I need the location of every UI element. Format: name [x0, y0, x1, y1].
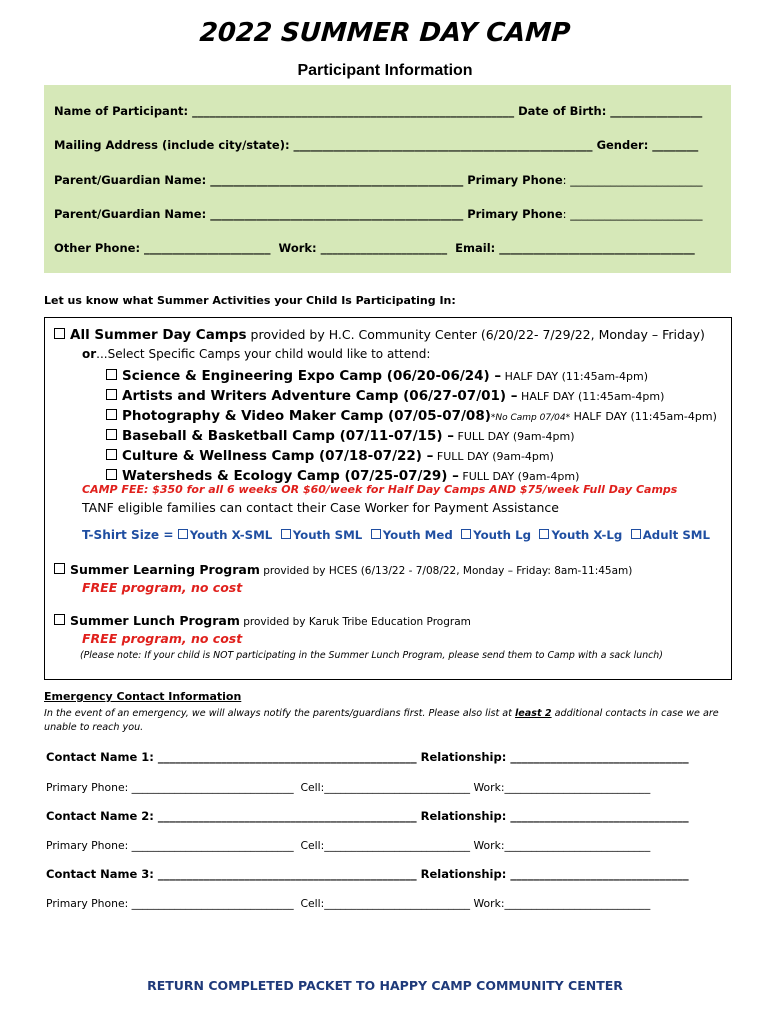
guardian-2-phone-label: Primary Phone	[463, 207, 563, 221]
camp-row[interactable]	[106, 425, 575, 444]
checkbox[interactable]	[631, 529, 641, 539]
tshirt-option[interactable]	[461, 528, 531, 542]
summer-lunch-label: Summer Lunch Program	[70, 613, 240, 628]
checkbox[interactable]	[539, 529, 549, 539]
camp-note: *No Camp 07/04*	[490, 413, 571, 423]
camp-detail: HALF DAY (11:45am-4pm)	[570, 410, 717, 423]
camp-name: Artists and Writers Adventure Camp (06/27-07/01) –	[122, 388, 518, 404]
participant-name-field[interactable]: Name of Participant: ________________________________________________________	[54, 104, 515, 118]
contact-3-phone-row[interactable]: Primary Phone: ______________________________ Cell:___________________________ Work:___________________________	[46, 897, 651, 910]
gender-field[interactable]: Gender: ________	[592, 138, 699, 152]
other-contact-row[interactable]: Other Phone: ______________________ Work: ______________________ Email: __________________________________	[54, 241, 695, 255]
camp-row[interactable]	[106, 385, 664, 404]
checkbox[interactable]	[281, 529, 291, 539]
camp-name: Science & Engineering Expo Camp (06/20-06/24) –	[122, 368, 502, 384]
tshirt-option-label: Youth SML	[292, 528, 363, 542]
select-camps-label: ...Select Specific Camps your child would like to attend:	[96, 347, 431, 361]
tshirt-option[interactable]	[631, 528, 710, 542]
checkbox[interactable]	[54, 563, 65, 574]
mailing-address-field[interactable]: Mailing Address (include city/state): ____________________________________________________	[54, 138, 593, 152]
camp-name: Culture & Wellness Camp (07/18-07/22) –	[122, 448, 434, 464]
camp-row[interactable]	[106, 365, 648, 384]
emergency-intro-line2: unable to reach you.	[44, 722, 144, 733]
emergency-intro-emphasis: least 2	[515, 708, 552, 719]
all-camps-label: All Summer Day Camps	[70, 327, 247, 343]
checkbox[interactable]	[106, 369, 117, 380]
contact-2-phone-row[interactable]: Primary Phone: ______________________________ Cell:___________________________ Work:___________________________	[46, 839, 651, 852]
camp-row[interactable]	[106, 465, 579, 484]
camp-row[interactable]	[106, 405, 717, 424]
tshirt-option[interactable]	[178, 528, 273, 542]
camp-name: Baseball & Basketball Camp (07/11-07/15) –	[122, 428, 455, 444]
footer-instruction: RETURN COMPLETED PACKET TO HAPPY CAMP COMMUNITY CENTER	[147, 978, 623, 993]
summer-lunch-free: FREE program, no cost	[82, 631, 243, 646]
camp-detail: FULL DAY (9am-4pm)	[433, 450, 554, 463]
tshirt-size-label: T-Shirt Size =	[82, 528, 178, 542]
participant-name-row[interactable]	[54, 104, 702, 118]
summer-learning-detail: provided by HCES (6/13/22 - 7/08/22, Monday – Friday: 8am-11:45am)	[259, 565, 633, 577]
tshirt-option-label: Youth X-SML	[189, 528, 273, 542]
checkbox[interactable]	[178, 529, 188, 539]
guardian-1-row[interactable]	[54, 173, 702, 187]
select-camps-row	[82, 347, 430, 361]
tshirt-option-label: Youth Lg	[473, 528, 532, 542]
tshirt-option[interactable]	[539, 528, 622, 542]
date-of-birth-field[interactable]: Date of Birth: ________________	[514, 104, 703, 118]
contact-2-name-row[interactable]: Contact Name 2: _____________________________________________ Relationship: _______________________________	[46, 809, 689, 823]
emergency-intro-text: In the event of an emergency, we will always notify the parents/guardians first. Please also list at	[44, 708, 515, 719]
activities-heading: Let us know what Summer Activities your Child Is Participating In:	[44, 294, 456, 307]
tshirt-option-label: Adult SML	[642, 528, 710, 542]
checkbox[interactable]	[54, 614, 65, 625]
checkbox[interactable]	[106, 429, 117, 440]
tshirt-size-row	[82, 528, 710, 542]
checkbox[interactable]	[106, 449, 117, 460]
checkbox[interactable]	[54, 328, 65, 339]
section-title-participant: Participant Information	[297, 62, 473, 79]
emergency-intro	[44, 708, 719, 719]
camp-detail: FULL DAY (9am-4pm)	[458, 470, 580, 483]
camp-row[interactable]	[106, 445, 554, 464]
guardian-1-name-field[interactable]: Parent/Guardian Name: ____________________________________________	[54, 173, 464, 187]
summer-learning-label: Summer Learning Program	[70, 562, 260, 577]
emergency-intro-text: additional contacts in case we are	[551, 708, 719, 719]
checkbox[interactable]	[106, 389, 117, 400]
camp-detail: HALF DAY (11:45am-4pm)	[517, 390, 665, 403]
tanf-note: TANF eligible families can contact their Case Worker for Payment Assistance	[82, 500, 559, 515]
checkbox[interactable]	[461, 529, 471, 539]
checkbox[interactable]	[106, 409, 117, 420]
contact-1-name-row[interactable]: Contact Name 1: _____________________________________________ Relationship: _______________________________	[46, 750, 689, 764]
tshirt-option[interactable]	[281, 528, 363, 542]
summer-lunch-detail: provided by Karuk Tribe Education Program	[239, 616, 471, 628]
camp-name: Watersheds & Ecology Camp (07/25-07/29) –	[122, 468, 459, 484]
summer-lunch-row[interactable]	[54, 613, 471, 628]
guardian-1-phone-label: Primary Phone	[463, 173, 563, 187]
tshirt-option-label: Youth X-Lg	[551, 528, 623, 542]
summer-learning-row[interactable]	[54, 562, 632, 577]
summer-lunch-note: (Please note: If your child is NOT participating in the Summer Lunch Program, please send them to Camp with a sack lunch)	[80, 650, 663, 661]
summer-learning-free: FREE program, no cost	[82, 580, 243, 595]
guardian-2-name-field[interactable]: Parent/Guardian Name: ____________________________________________	[54, 207, 464, 221]
guardian-2-phone-field[interactable]: : _______________________	[562, 207, 703, 221]
contact-3-name-row[interactable]: Contact Name 3: _____________________________________________ Relationship: _______________________________	[46, 867, 689, 881]
guardian-2-row[interactable]	[54, 207, 702, 221]
all-camps-row[interactable]	[54, 327, 705, 343]
mailing-address-row[interactable]	[54, 138, 698, 152]
checkbox[interactable]	[106, 469, 117, 480]
all-camps-detail: provided by H.C. Community Center (6/20/22- 7/29/22, Monday – Friday)	[246, 327, 705, 342]
tshirt-option[interactable]	[371, 528, 453, 542]
page-title: 2022 SUMMER DAY CAMP	[198, 18, 572, 48]
camp-fee-note: CAMP FEE: $350 for all 6 weeks OR $60/week for Half Day Camps AND $75/week Full Day Camps	[82, 483, 678, 496]
checkbox[interactable]	[371, 529, 381, 539]
camp-detail: FULL DAY (9am-4pm)	[454, 430, 575, 443]
guardian-1-phone-field[interactable]: : _______________________	[562, 173, 703, 187]
emergency-heading: Emergency Contact Information	[44, 690, 242, 703]
camp-detail: HALF DAY (11:45am-4pm)	[501, 370, 649, 383]
camp-name: Photography & Video Maker Camp (07/05-07/08)	[122, 408, 491, 424]
contact-1-phone-row[interactable]: Primary Phone: ______________________________ Cell:___________________________ Work:___________________________	[46, 781, 651, 794]
tshirt-option-label: Youth Med	[382, 528, 453, 542]
or-label: or	[82, 347, 97, 361]
